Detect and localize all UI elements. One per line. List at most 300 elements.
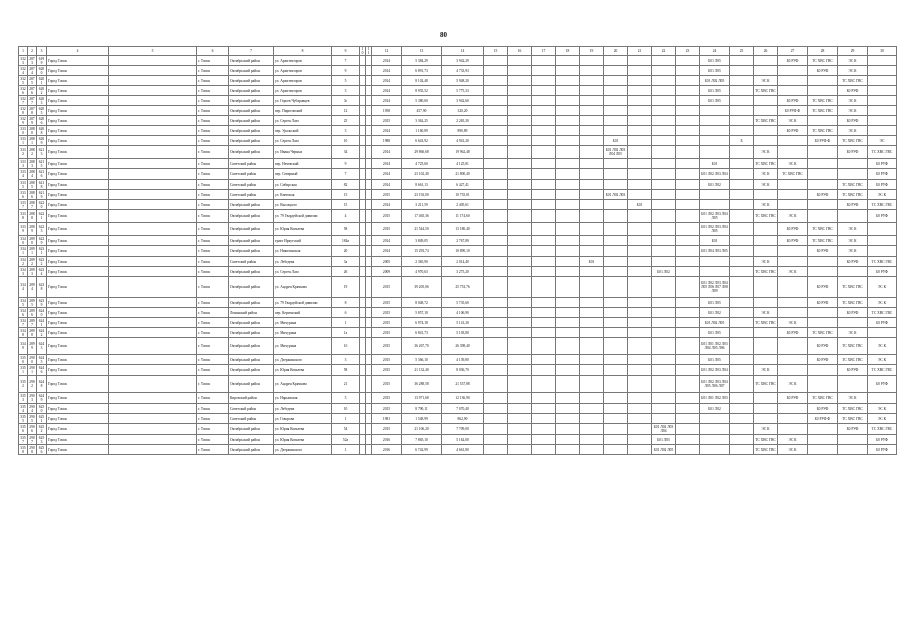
cell-work-col-30: Б0 РУФ bbox=[868, 435, 897, 445]
cell-work-col-23 bbox=[676, 393, 700, 404]
cell-city: г. Томск bbox=[197, 96, 229, 106]
cell-city: г. Томск bbox=[197, 76, 229, 86]
table-row bbox=[19, 338, 897, 355]
cell-work-col-17 bbox=[532, 277, 556, 298]
cell-cost: 6 427,41 bbox=[442, 180, 484, 190]
cell-total-area: 13 971,68 bbox=[402, 393, 442, 404]
cell-total-area: 21 132,40 bbox=[402, 365, 442, 376]
cell-row-number: 3344 bbox=[19, 277, 28, 298]
cell-city: г. Томск bbox=[197, 146, 229, 159]
cell-work-col-18 bbox=[556, 146, 580, 159]
cell-work-col-25 bbox=[730, 106, 754, 116]
cell-work-col-19 bbox=[580, 96, 604, 106]
cell-empty bbox=[109, 159, 197, 169]
cell-object-id: 6223 bbox=[37, 223, 47, 236]
cell-work-col-27 bbox=[778, 355, 808, 365]
cell-row-number-2: 2874 bbox=[29, 66, 35, 75]
cell-object-id: 6243 bbox=[37, 338, 47, 355]
cell-work-col-28: ТС ХВС ГВС bbox=[808, 393, 838, 404]
cell-work-col-20 bbox=[604, 169, 628, 180]
cell-work-col-21 bbox=[628, 338, 652, 355]
cell-district: Советский район bbox=[229, 169, 274, 180]
cell-municipality: Город Томск bbox=[47, 190, 109, 200]
cell-cost: 25 753,76 bbox=[442, 277, 484, 298]
cell-work-col-19 bbox=[580, 86, 604, 96]
cell-work-col-19 bbox=[580, 393, 604, 404]
cell-city: г. Томск bbox=[197, 328, 229, 338]
cell-district: Октябрьский район bbox=[229, 66, 274, 76]
cell-street: ул. Архитекторов bbox=[274, 76, 332, 86]
cell-empty bbox=[109, 190, 197, 200]
cell-work-col-21 bbox=[628, 169, 652, 180]
cell-street: ул. Героев Чубаровцев bbox=[274, 96, 332, 106]
cell-work-col-29 bbox=[838, 376, 868, 393]
cell-work-col-26: ТС ХВС ГВС bbox=[754, 210, 778, 223]
cell-district: Советский район bbox=[229, 414, 274, 424]
cell-work-col-26 bbox=[754, 355, 778, 365]
cell-district: Октябрьский район bbox=[229, 200, 274, 210]
cell-municipality: Город Томск bbox=[47, 318, 109, 328]
cell-city: г. Томск bbox=[197, 136, 229, 146]
cell-work-col-18 bbox=[556, 414, 580, 424]
cell-district: Октябрьский район bbox=[229, 236, 274, 246]
cell-cost: 5 103,80 bbox=[442, 328, 484, 338]
cell-work-col-22 bbox=[652, 76, 676, 86]
cell-work-col-17 bbox=[532, 424, 556, 435]
cell-work-col-30: ТС ХВС ГВС bbox=[868, 200, 897, 210]
cell-work-col-15 bbox=[484, 210, 508, 223]
cell-work-col-28 bbox=[808, 376, 838, 393]
cell-work-col-15 bbox=[484, 424, 508, 435]
cell-work-col-23 bbox=[676, 180, 700, 190]
cell-work-col-27: ЭС К bbox=[778, 445, 808, 455]
cell-object-id: 6241 bbox=[37, 318, 47, 328]
cell-work-col-26: ТС ХВС ГВС bbox=[754, 267, 778, 277]
cell-municipality: Город Томск bbox=[47, 180, 109, 190]
cell-work-col-16 bbox=[508, 435, 532, 445]
cell-city: г. Томск bbox=[197, 318, 229, 328]
cell-work-col-16 bbox=[508, 66, 532, 76]
cell-work-col-29 bbox=[838, 267, 868, 277]
cell-work-col-30 bbox=[868, 246, 897, 257]
cell-work-col-16 bbox=[508, 404, 532, 414]
cell-empty bbox=[109, 424, 197, 435]
cell-work-col-15 bbox=[484, 159, 508, 169]
cell-work-col-27: Б0 РУФ bbox=[778, 96, 808, 106]
cell-district: Октябрьский район bbox=[229, 277, 274, 298]
column-number-header: 22 bbox=[652, 47, 676, 56]
cell-work-col-28 bbox=[808, 435, 838, 445]
cell-total-area: 5 366,10 bbox=[402, 355, 442, 365]
cell-work-col-16 bbox=[508, 355, 532, 365]
cell-work-col-20 bbox=[604, 424, 628, 435]
cell-city: г. Томск bbox=[197, 106, 229, 116]
cell-empty bbox=[109, 267, 197, 277]
cell-row-number-2: 2897 bbox=[29, 318, 35, 327]
column-number-header: 5 bbox=[109, 47, 197, 56]
cell-work-col-29: Б0 РУФ bbox=[838, 308, 868, 318]
cell-row-number: 3335 bbox=[20, 180, 26, 189]
cell-total-area: 21 106,20 bbox=[402, 424, 442, 435]
cell-work-col-23 bbox=[676, 159, 700, 169]
cell-district: Кировский район bbox=[229, 393, 274, 404]
cell-district: Октябрьский район bbox=[229, 318, 274, 328]
cell-work-col-21 bbox=[628, 355, 652, 365]
table-row bbox=[19, 414, 897, 424]
cell-district: Октябрьский район bbox=[229, 106, 274, 116]
cell-work-col-16 bbox=[508, 190, 532, 200]
cell-work-col-20 bbox=[604, 257, 628, 267]
cell-work-col-19 bbox=[580, 318, 604, 328]
cell-work-col-17 bbox=[532, 223, 556, 236]
cell-work-col-18 bbox=[556, 86, 580, 96]
cell-work-col-26: ЭС К bbox=[754, 169, 778, 180]
cell-work-col-19 bbox=[580, 298, 604, 308]
cell-street: ул. Юрия Ковалева bbox=[274, 223, 332, 236]
cell-work-col-17 bbox=[532, 86, 556, 96]
column-number-header: 28 bbox=[808, 47, 838, 56]
cell-cost: 12 136,90 bbox=[442, 393, 484, 404]
cell-cost: 4 733,93 bbox=[442, 66, 484, 76]
cell-year: 2015 bbox=[372, 355, 402, 365]
cell-work-col-23 bbox=[676, 365, 700, 376]
cell-work-col-28 bbox=[808, 267, 838, 277]
cell-work-col-18 bbox=[556, 116, 580, 126]
cell-work-col-18 bbox=[556, 365, 580, 376]
cell-work-col-28: ТС ХВС ГВС bbox=[808, 96, 838, 106]
table-row bbox=[19, 126, 897, 136]
cell-work-col-15 bbox=[484, 318, 508, 328]
cell-work-col-29: ЭС К bbox=[838, 223, 868, 236]
cell-work-col-16 bbox=[508, 136, 532, 146]
cell-municipality: Город Томск bbox=[47, 136, 109, 146]
cell-work-col-22 bbox=[652, 190, 676, 200]
cell-row-number-2: 2882 bbox=[28, 146, 37, 159]
cell-work-col-27: ЭС К bbox=[778, 210, 808, 223]
cell-work-col-18 bbox=[556, 136, 580, 146]
cell-work-col-19 bbox=[580, 223, 604, 236]
cell-year: 2014 bbox=[372, 86, 402, 96]
cell-work-col-15 bbox=[484, 236, 508, 246]
cell-work-col-22: Б01 Л02 Л05 bbox=[652, 445, 676, 455]
cell-row-number: 3349 bbox=[19, 338, 28, 355]
column-number-header: 23 bbox=[676, 47, 700, 56]
cell-row-number: 3337 bbox=[20, 200, 26, 209]
cell-municipality: Город Томск bbox=[47, 257, 109, 267]
cell-work-col-29: Б0 РУФ bbox=[838, 365, 868, 376]
cell-work-col-30: ЭС К bbox=[868, 190, 897, 200]
cell-work-col-21 bbox=[628, 180, 652, 190]
cell-cost: 2 767,80 bbox=[442, 236, 484, 246]
cell-work-col-28: Б0 РУФ Ф bbox=[808, 414, 838, 424]
cell-total-area: 1 548,99 bbox=[402, 414, 442, 424]
cell-work-col-24 bbox=[700, 116, 730, 126]
cell-work-col-23 bbox=[676, 267, 700, 277]
cell-work-col-18 bbox=[556, 393, 580, 404]
cell-work-col-24: Б01 Л01 Л02 Л03 Л04 Л05 Л06 bbox=[700, 338, 730, 355]
column-number-header: 9 bbox=[332, 47, 360, 56]
cell-work-col-15 bbox=[484, 223, 508, 236]
cell-house-number: 19 bbox=[332, 277, 360, 298]
cell-work-col-27 bbox=[778, 190, 808, 200]
cell-work-col-17 bbox=[532, 404, 556, 414]
cell-object-id: 6205 bbox=[37, 106, 47, 116]
cell-street: тракт Иркутский bbox=[274, 236, 332, 246]
cell-city: г. Томск bbox=[197, 355, 229, 365]
cell-row-number: 3332 bbox=[19, 146, 28, 159]
cell-cost: 5 735,60 bbox=[442, 298, 484, 308]
cell-work-col-29: ЭС К bbox=[838, 393, 868, 404]
cell-city: г. Томск bbox=[197, 338, 229, 355]
cell-empty bbox=[109, 393, 197, 404]
cell-work-col-17 bbox=[532, 414, 556, 424]
cell-work-col-30: Б0 РУФ bbox=[868, 445, 897, 455]
cell-work-col-26 bbox=[754, 136, 778, 146]
cell-work-col-15 bbox=[484, 76, 508, 86]
cell-cost: 19 962,48 bbox=[442, 146, 484, 159]
cell-house-number: 10 bbox=[332, 136, 360, 146]
cell-work-col-23 bbox=[676, 200, 700, 210]
cell-district: Советский район bbox=[229, 257, 274, 267]
cell-total-area: 7 865,10 bbox=[402, 435, 442, 445]
cell-work-col-23 bbox=[676, 246, 700, 257]
cell-work-col-27 bbox=[778, 365, 808, 376]
cell-work-col-18 bbox=[556, 435, 580, 445]
cell-cost: 862,90 bbox=[442, 414, 484, 424]
cell-total-area: 39 205,06 bbox=[402, 277, 442, 298]
cell-work-col-22 bbox=[652, 236, 676, 246]
cell-work-col-21 bbox=[628, 96, 652, 106]
cell-total-area: 2 365,90 bbox=[402, 257, 442, 267]
table-row bbox=[19, 190, 897, 200]
cell-work-col-21 bbox=[628, 365, 652, 376]
cell-object-id: 6215 bbox=[37, 159, 47, 169]
cell-city: г. Томск bbox=[197, 200, 229, 210]
cell-work-col-21 bbox=[628, 435, 652, 445]
cell-work-col-21 bbox=[628, 136, 652, 146]
column-number-header: 4 bbox=[47, 47, 109, 56]
cell-work-col-24: Б01 Л02 Л03 Л04 Л05 Л06 Л07 bbox=[700, 376, 730, 393]
cell-work-col-25 bbox=[730, 56, 754, 66]
cell-row-number: 3346 bbox=[20, 308, 26, 317]
cell-work-col-15 bbox=[484, 414, 508, 424]
cell-work-col-16 bbox=[508, 116, 532, 126]
cell-cost: 5 948,20 bbox=[442, 76, 484, 86]
cell-work-col-29: Б0 РУФ bbox=[838, 86, 868, 96]
column-number-header: 18 bbox=[556, 47, 580, 56]
cell-work-col-30: ТС ХВС ГВС bbox=[868, 365, 897, 376]
cell-work-col-20 bbox=[604, 435, 628, 445]
cell-work-col-15 bbox=[484, 136, 508, 146]
cell-street: ул. Мичурина bbox=[274, 328, 332, 338]
table-row bbox=[19, 169, 897, 180]
cell-work-col-19 bbox=[580, 445, 604, 455]
cell-work-col-30: ЭС К bbox=[868, 277, 897, 298]
table-row bbox=[19, 106, 897, 116]
cell-work-col-19 bbox=[580, 328, 604, 338]
cell-work-col-30: ЭС К bbox=[868, 338, 897, 355]
cell-work-col-18 bbox=[556, 445, 580, 455]
cell-work-col-19 bbox=[580, 246, 604, 257]
cell-municipality: Город Томск bbox=[47, 169, 109, 180]
cell-empty bbox=[109, 435, 197, 445]
cell-municipality: Город Томск bbox=[47, 338, 109, 355]
cell-object-id: 6202 bbox=[37, 86, 47, 96]
cell-work-col-28: ТС ХВС ГВС bbox=[808, 126, 838, 136]
cell-total-area: 4 970,63 bbox=[402, 267, 442, 277]
cell-cost: 13 180,40 bbox=[442, 223, 484, 236]
cell-work-col-30 bbox=[868, 393, 897, 404]
cell-object-id: 6216 bbox=[37, 169, 47, 180]
cell-city: г. Томск bbox=[197, 277, 229, 298]
cell-work-col-24 bbox=[700, 257, 730, 267]
cell-city: г. Томск bbox=[197, 190, 229, 200]
cell-work-col-23 bbox=[676, 106, 700, 116]
cell-object-id: 6206 bbox=[37, 116, 47, 126]
cell-work-col-29: Б0 РУФ bbox=[838, 146, 868, 159]
cell-work-col-16 bbox=[508, 267, 532, 277]
cell-object-id: 6213 bbox=[37, 146, 47, 159]
cell-work-col-30 bbox=[868, 76, 897, 86]
cell-work-col-18 bbox=[556, 66, 580, 76]
cell-work-col-21 bbox=[628, 116, 652, 126]
cell-total-area: 8 661,13 bbox=[402, 180, 442, 190]
cell-work-col-17 bbox=[532, 365, 556, 376]
cell-cost: 4 941,20 bbox=[442, 136, 484, 146]
cell-work-col-18 bbox=[556, 180, 580, 190]
cell-work-col-21 bbox=[628, 328, 652, 338]
cell-district: Октябрьский район bbox=[229, 376, 274, 393]
cell-municipality: Город Томск bbox=[47, 106, 109, 116]
cell-work-col-30: Б0 РУФ bbox=[868, 180, 897, 190]
cell-work-col-15 bbox=[484, 355, 508, 365]
cell-work-col-27 bbox=[778, 414, 808, 424]
cell-object-id: 6250 bbox=[37, 404, 47, 414]
cell-work-col-30 bbox=[868, 126, 897, 136]
cell-year: 2014 bbox=[372, 146, 402, 159]
cell-district: Октябрьский район bbox=[229, 445, 274, 455]
cell-city: г. Томск bbox=[197, 298, 229, 308]
cell-house-number: 5 bbox=[332, 76, 360, 86]
cell-work-col-24: Б01 Л02 Л03 Л04 Л05 bbox=[700, 223, 730, 236]
cell-municipality: Город Томск bbox=[47, 393, 109, 404]
cell-street: ул. Лебедева bbox=[274, 404, 332, 414]
cell-work-col-27: ЭС К bbox=[778, 376, 808, 393]
cell-work-col-24 bbox=[700, 190, 730, 200]
cell-work-col-28: ТС ХВС ГВС bbox=[808, 236, 838, 246]
cell-municipality: Город Томск bbox=[47, 298, 109, 308]
cell-work-col-15 bbox=[484, 126, 508, 136]
cell-work-col-19 bbox=[580, 159, 604, 169]
cell-work-col-20 bbox=[604, 106, 628, 116]
cell-work-col-23 bbox=[676, 328, 700, 338]
cell-work-col-17 bbox=[532, 200, 556, 210]
cell-row-number: 3350 bbox=[20, 355, 26, 364]
cell-district: Октябрьский район bbox=[229, 146, 274, 159]
table-row bbox=[19, 210, 897, 223]
cell-object-id: 6219 bbox=[37, 190, 47, 200]
cell-object-id: 6229 bbox=[37, 236, 47, 246]
cell-work-col-17 bbox=[532, 236, 556, 246]
cell-cost: 5 141,20 bbox=[442, 318, 484, 328]
cell-object-id: 6208 bbox=[37, 126, 47, 136]
cell-work-col-29: ТС ХВС ГВС bbox=[838, 404, 868, 414]
cell-work-col-25 bbox=[730, 86, 754, 96]
cell-work-col-27 bbox=[778, 200, 808, 210]
cell-district: Октябрьский район bbox=[229, 96, 274, 106]
cell-work-col-26 bbox=[754, 414, 778, 424]
cell-work-col-27 bbox=[778, 66, 808, 76]
cell-house-number: 7 bbox=[332, 169, 360, 180]
cell-street: ул. Сергея Лазо bbox=[274, 116, 332, 126]
cell-row-number-2: 2878 bbox=[29, 106, 35, 115]
cell-row-number-2: 2883 bbox=[29, 159, 35, 168]
cell-street: ул. Сергея Лазо bbox=[274, 136, 332, 146]
cell-district: Ленинский район bbox=[229, 308, 274, 318]
cell-work-col-19 bbox=[580, 200, 604, 210]
cell-work-col-28 bbox=[808, 257, 838, 267]
column-number-header: 17 bbox=[532, 47, 556, 56]
cell-work-col-26 bbox=[754, 404, 778, 414]
table-row bbox=[19, 308, 897, 318]
housing-register-table bbox=[18, 46, 897, 455]
cell-work-col-18 bbox=[556, 246, 580, 257]
cell-total-area: 1 160,89 bbox=[402, 126, 442, 136]
cell-work-col-16 bbox=[508, 257, 532, 267]
cell-house-number: 1а bbox=[332, 328, 360, 338]
column-number-header: 24 bbox=[700, 47, 730, 56]
cell-work-col-15 bbox=[484, 169, 508, 180]
cell-work-col-25 bbox=[730, 257, 754, 267]
cell-work-col-20 bbox=[604, 338, 628, 355]
cell-street: ул. Мичурина bbox=[274, 318, 332, 328]
cell-work-col-30 bbox=[868, 96, 897, 106]
cell-work-col-24: Б01 Л01 Л02 Л03 bbox=[700, 393, 730, 404]
cell-work-col-29: ЭС К bbox=[838, 328, 868, 338]
cell-work-col-19 bbox=[580, 404, 604, 414]
cell-total-area: 4 725,60 bbox=[402, 159, 442, 169]
cell-work-col-20 bbox=[604, 116, 628, 126]
cell-empty bbox=[109, 180, 197, 190]
cell-year: 2014 bbox=[372, 180, 402, 190]
cell-municipality: Город Томск bbox=[47, 308, 109, 318]
column-number-header: 11 bbox=[366, 47, 372, 56]
cell-row-number: 3356 bbox=[20, 425, 26, 433]
cell-total-area: 457,90 bbox=[402, 106, 442, 116]
cell-row-number: 3334 bbox=[20, 170, 26, 178]
cell-municipality: Город Томск bbox=[47, 246, 109, 257]
cell-work-col-24 bbox=[700, 146, 730, 159]
cell-work-col-26 bbox=[754, 66, 778, 76]
cell-municipality: Город Томск bbox=[47, 376, 109, 393]
cell-work-col-21 bbox=[628, 445, 652, 455]
cell-work-col-18 bbox=[556, 223, 580, 236]
cell-work-col-20 bbox=[604, 393, 628, 404]
cell-row-number-2: 2907 bbox=[29, 435, 35, 444]
cell-row-number-2: 2881 bbox=[29, 136, 35, 145]
cell-work-col-22 bbox=[652, 86, 676, 96]
table-row bbox=[19, 76, 897, 86]
cell-cost: 7 070,40 bbox=[442, 404, 484, 414]
cell-empty bbox=[109, 146, 197, 159]
cell-work-col-20: Б01 bbox=[604, 136, 628, 146]
cell-work-col-24 bbox=[700, 414, 730, 424]
cell-work-col-22 bbox=[652, 355, 676, 365]
cell-work-col-29: ТС ХВС ГВС bbox=[838, 136, 868, 146]
cell-work-col-26 bbox=[754, 328, 778, 338]
cell-row-number-2: 2888 bbox=[28, 210, 37, 223]
cell-house-number: 20 bbox=[332, 246, 360, 257]
